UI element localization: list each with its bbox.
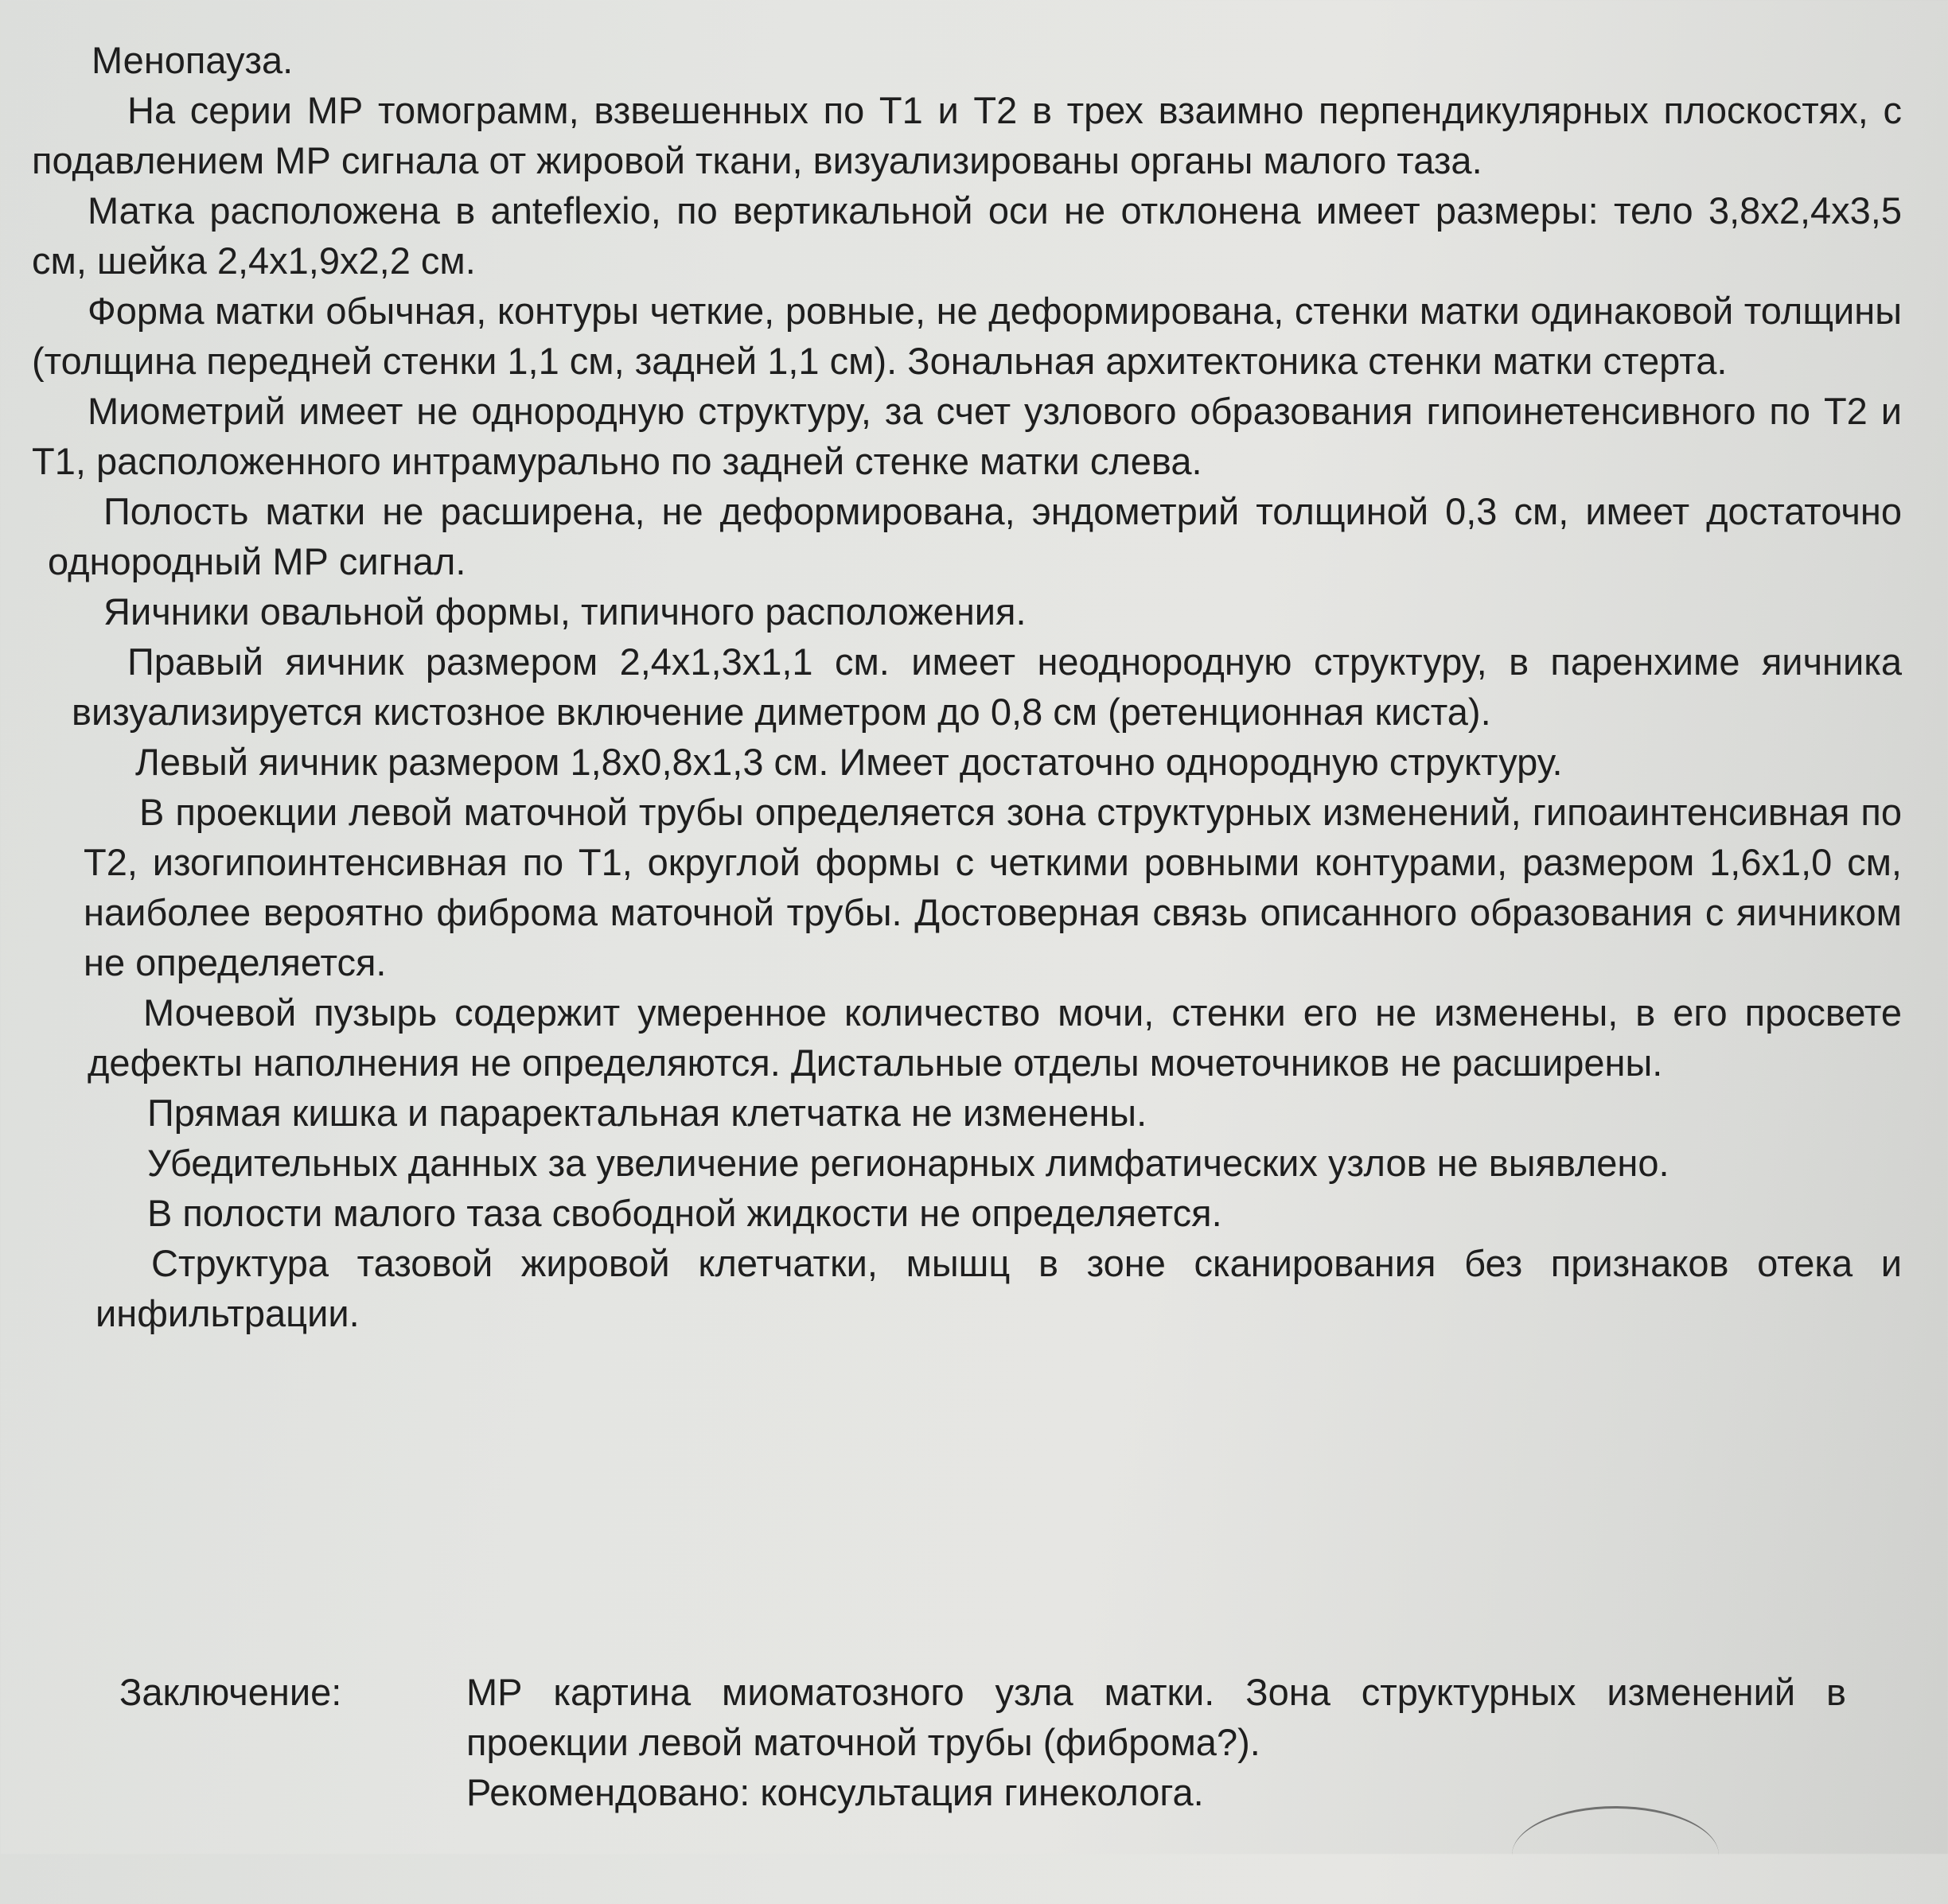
- paragraph-pelvic-tissue: Структура тазовой жировой клетчатки, мышц в зоне сканирования без признаков отека и инфильтрации.: [95, 1242, 1902, 1334]
- stamp-mark: [1512, 1806, 1719, 1904]
- paragraph-left-ovary: Левый яичник размером 1,8х0,8х1,3 см. Имеет достаточно однородную структуру.: [135, 741, 1563, 783]
- paragraph-free-fluid: В полости малого таза свободной жидкости не определяется.: [147, 1192, 1222, 1234]
- report-body: [32, 35, 1902, 1338]
- conclusion-label: Заключение:: [119, 1671, 342, 1713]
- conclusion-section: [119, 1667, 1846, 1817]
- paragraph-uterus-position: Матка расположена в anteflexio, по вертикальной оси не отклонена имеет размеры: тело 3,8х2,4х3,5 см, шейка 2,4х1,9х2,2 см.: [32, 189, 1902, 282]
- paragraph-right-ovary: Правый яичник размером 2,4х1,3х1,1 см. имеет неоднородную структуру, в паренхиме яичника визуализируется кистозное включение диметром до 0,8 см (ретенционная киста).: [72, 641, 1902, 733]
- report-header: Менопауза.: [92, 39, 294, 81]
- paragraph-left-tube: В проекции левой маточной трубы определяется зона структурных изменений, гипоаинтенсивная по Т2, изогипоинтенсивная по Т1, округлой формы с четкими ровными контурами, размером 1,6х1,0 см, наиболее вероятно фиброма маточной трубы. Достоверная связь описанного образования с яичником не определяется.: [84, 791, 1902, 983]
- paragraph-uterine-cavity: Полость матки не расширена, не деформирована, эндометрий толщиной 0,3 см, имеет достаточно однородный МР сигнал.: [48, 490, 1902, 582]
- paragraph-bladder: Мочевой пузырь содержит умеренное количество мочи, стенки его не изменены, в его просвете дефекты наполнения не определяются. Дистальные отделы мочеточников не расширены.: [88, 991, 1902, 1084]
- conclusion-recommendation: Рекомендовано: консультация гинеколога.: [466, 1771, 1204, 1813]
- paragraph-lymph-nodes: Убедительных данных за увеличение регионарных лимфатических узлов не выявлено.: [147, 1142, 1669, 1184]
- paragraph-ovaries: Яичники овальной формы, типичного расположения.: [103, 590, 1027, 633]
- paragraph-myometrium: Миометрий имеет не однородную структуру, за счет узлового образования гипоинетенсивного по Т2 и Т1, расположенного интрамурально по задней стенке матки слева.: [32, 390, 1902, 482]
- paragraph-uterus-shape: Форма матки обычная, контуры четкие, ровные, не деформирована, стенки матки одинаковой толщины (толщина передней стенки 1,1 см, задней 1,1 см). Зональная архитектоника стенки матки стерта.: [32, 290, 1902, 382]
- conclusion-body: [466, 1667, 1846, 1817]
- conclusion-text: МР картина миоматозного узла матки. Зона структурных изменений в проекции левой маточной трубы (фиброма?).: [466, 1671, 1846, 1763]
- paragraph-rectum: Прямая кишка и параректальная клетчатка не изменены.: [147, 1092, 1147, 1134]
- paragraph-scan-method: На серии МР томограмм, взвешенных по Т1 и Т2 в трех взаимно перпендикулярных плоскостях, с подавлением МР сигнала от жировой ткани, визуализированы органы малого таза.: [32, 89, 1902, 181]
